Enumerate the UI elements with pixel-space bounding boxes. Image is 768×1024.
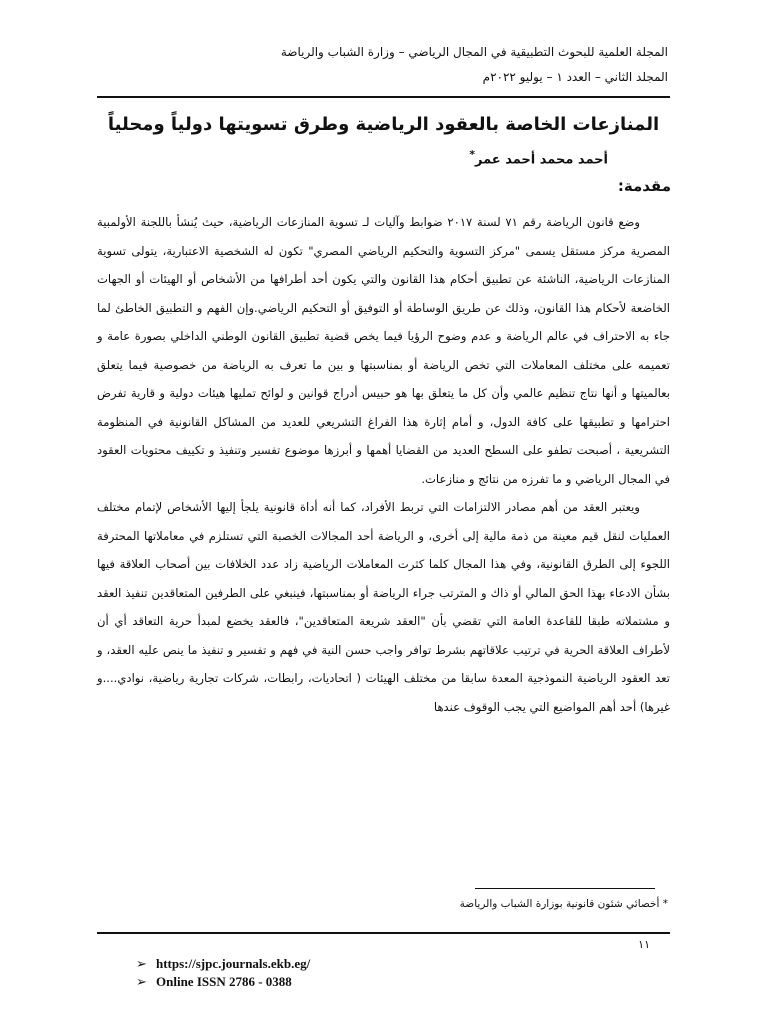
article-title: المنازعات الخاصة بالعقود الرياضية وطرق تسويتها دولياً ومحلياً — [107, 114, 660, 135]
footnote-divider — [475, 888, 655, 889]
author-name: أحمد محمد أحمد عمر — [474, 152, 608, 168]
section-heading: مقدمة: — [617, 177, 671, 195]
issue-info: المجلد الثاني – العدد ١ – يوليو ٢٠٢٢م — [482, 70, 668, 84]
running-header — [98, 40, 668, 90]
article-body — [97, 208, 670, 721]
footer-links — [136, 955, 310, 991]
body-paragraph: وضع قانون الرياضة رقم ٧١ لسنة ٢٠١٧ ضوابط وآليات لـ تسوية المنازعات الرياضية، حيث يُنشأ باللجنة الأولمبية المصرية مركز مستقل يسمى "مركز التسوية والتحكيم الرياضي المصري" تكون له الشخصية الاعتبارية، يتولى تسوية المنازعات الرياضية، الناشئة عن تطبيق أحكام هذا القانون والتي يكون أحد أطرافها من الأشخاص أو الهيئات أو الجهات الخاضعة لأحكام هذا القانون، وذلك عن طريق الوساطة أو التوفيق أو التحكيم الرياضي.وإن الفهم و التطبيق الخاطئ لما جاء به الاحتراف في عالم الرياضة و عدم وضوح الرؤيا فيما يخص قضية تطبيق القانون الوطني الداخلي بصورة عامة و تعميمه على مختلف المعاملات التي تخص الرياضة أو بمناسبتها و بين ما تعرف به الرياضة من خصوصية فيما يتعلق بعالميتها و أنها نتاج تنظيم عالمي وأن كل ما يتعلق بها هو حبيس أدراج قوانين و لوائح تمليها هيئات دولية و قارية تفرض احترامها و تطبيقها على كافة الدول، و أمام إثارة هذا الفراغ التشريعي للعديد من المشاكل القانونية في المنظومة التشريعية ، أصبحت تطفو على السطح العديد من القضايا أهمها و أبرزها موضوع تفسير وتنفيذ و تكييف محتويات العقود في المجال الرياضي و ما تفرزه من نتائج و منازعات. — [97, 215, 670, 486]
website-line — [136, 955, 310, 973]
issn-line — [136, 973, 310, 991]
author-footnote-mark: * — [469, 148, 475, 161]
footnote: * أخصائي شئون قانونية بوزارة الشباب والرياضة — [459, 898, 668, 910]
header-divider — [97, 96, 670, 98]
issn-text: Online ISSN 2786 - 0388 — [156, 974, 292, 989]
page-number: ١١ — [638, 938, 650, 951]
author-line — [469, 148, 608, 167]
arrow-bullet-icon: ➢ — [136, 956, 147, 971]
website-link[interactable]: https://sjpc.journals.ekb.eg/ — [156, 956, 311, 971]
arrow-bullet-icon: ➢ — [136, 974, 147, 989]
footer-divider — [97, 932, 670, 934]
body-paragraph: ويعتبر العقد من أهم مصادر الالتزامات التي تربط الأفراد، كما أنه أداة قانونية يلجأ إليها الأشخاص لإتمام مختلف العمليات لنقل قيم معينة من ذمة مالية إلى أخرى، و الرياضة أحد المجالات الخصبة التي تستلزم في معاملاتها المحترفة اللجوء إلى الطرق القانونية، وفي هذا المجال كلما كثرت المعاملات الرياضية زاد عدد الخلافات بين أصحاب العلاقة فيها بشأن الادعاء بهذا الحق المالي أو ذاك و المترتب جراء الرياضة أو بمناسبتها، فينبغي على الطرفين المتعاقدين تنفيذ العقد و مشتملاته طبقا للقاعدة العامة التي تقضي بأن "العقد شريعة المتعاقدين"، فالعقد يخضع لمبدأ حرية التعاقد أي أن لأطراف العلاقة الحرية في ترتيب علاقاتهم بشرط توافر واجب حسن النية في فهم و تفسير و تنفيذ ما ينص عليه العقد، و تعد العقود الرياضية النموذجية المعدة سابقا من مختلف الهيئات ( اتحاديات، رابطات، شركات تجارية رياضية، نوادي....و غيرها) أحد أهم المواضيع التي يجب الوقوف عندها — [97, 500, 670, 714]
journal-name: المجلة العلمية للبحوث التطبيقية في المجال الرياضي – وزارة الشباب والرياضة — [280, 45, 668, 59]
